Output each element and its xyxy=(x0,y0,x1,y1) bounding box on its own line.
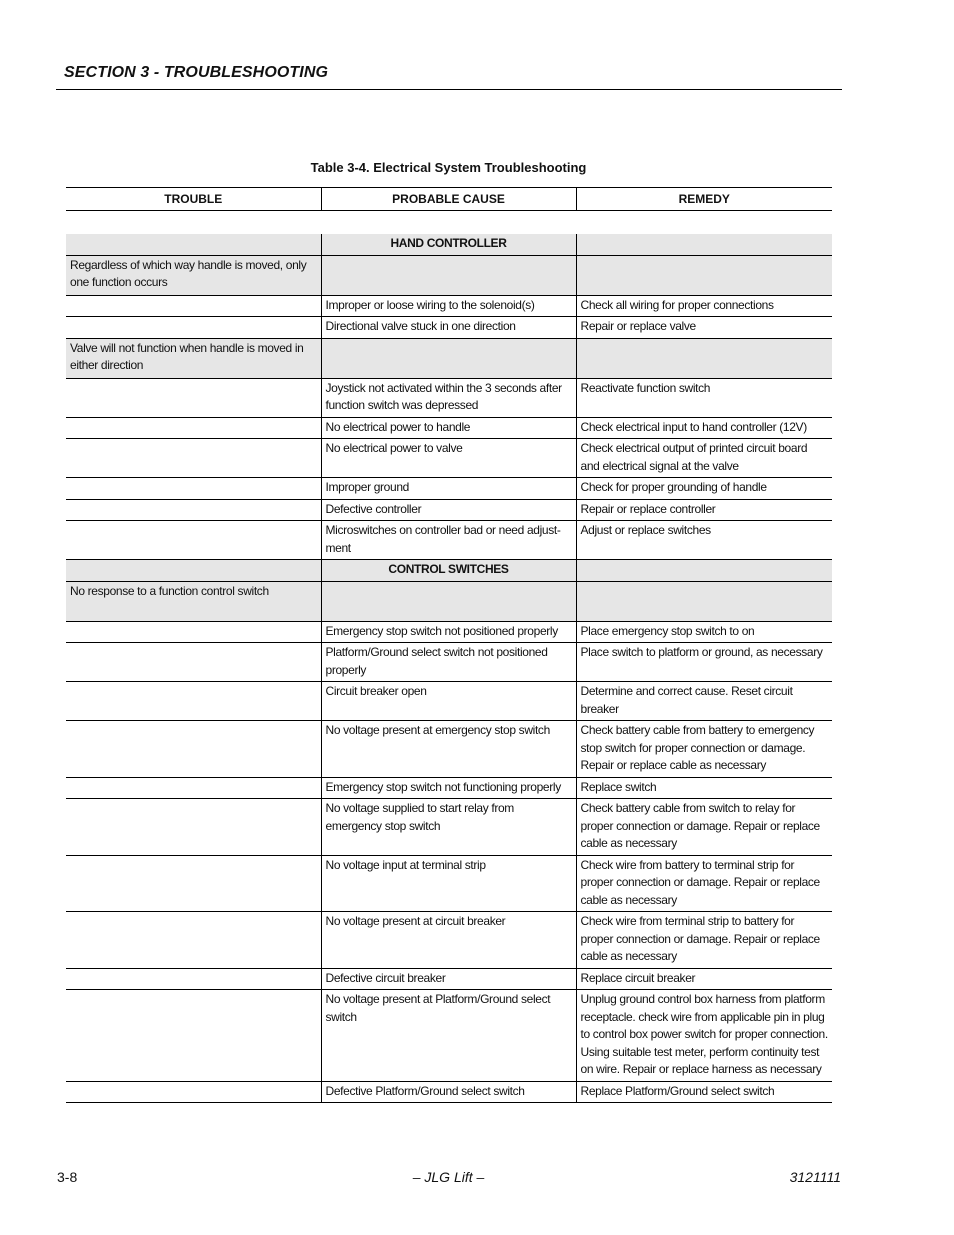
cause-cell: Platform/Ground select switch not positioned properly xyxy=(321,643,576,682)
empty-cell xyxy=(66,478,321,500)
empty-cell xyxy=(66,682,321,721)
empty-cell xyxy=(66,234,321,255)
trouble-cell: Valve will not function when handle is moved in either direction xyxy=(66,338,321,378)
empty-cell xyxy=(66,378,321,417)
trouble-cell: No response to a function control switch xyxy=(66,581,321,621)
section-title: SECTION 3 - TROUBLESHOOTING xyxy=(64,64,329,81)
cause-cell: No voltage present at Platform/Ground select switch xyxy=(321,990,576,1082)
remedy-cell: Check electrical output of printed circuit board and electrical signal at the valve xyxy=(576,439,832,478)
empty-cell xyxy=(66,855,321,912)
column-header-remedy: REMEDY xyxy=(576,188,832,211)
trouble-cell: Regardless of which way handle is moved, only one function occurs xyxy=(66,255,321,295)
cause-cell: Improper or loose wiring to the solenoid(s) xyxy=(321,295,576,317)
empty-cell xyxy=(66,912,321,969)
empty-cell xyxy=(66,968,321,990)
empty-cell xyxy=(66,521,321,560)
remedy-cell: Reactivate function switch xyxy=(576,378,832,417)
table-row xyxy=(66,478,832,500)
remedy-cell: Place emergency stop switch to on xyxy=(576,621,832,643)
remedy-cell: Repair or replace controller xyxy=(576,499,832,521)
table-row xyxy=(66,1081,832,1103)
column-header-trouble: TROUBLE xyxy=(66,188,321,211)
empty-cell xyxy=(576,255,832,295)
empty-cell xyxy=(66,990,321,1082)
empty-cell xyxy=(66,1081,321,1103)
cause-cell: No voltage present at circuit breaker xyxy=(321,912,576,969)
header-rule xyxy=(56,89,842,90)
cause-cell: No voltage input at terminal strip xyxy=(321,855,576,912)
empty-cell xyxy=(66,417,321,439)
table-row xyxy=(66,499,832,521)
cause-cell: Defective circuit breaker xyxy=(321,968,576,990)
empty-cell xyxy=(66,317,321,339)
remedy-cell: Unplug ground control box harness from platform receptacle. check wire from applicable pin in plug to control box power switch for proper connection. Using suitable test meter, perform continuity test on wire. Repair or replace harness as necessary xyxy=(576,990,832,1082)
cause-cell: Defective Platform/Ground select switch xyxy=(321,1081,576,1103)
header-spacer xyxy=(66,211,832,235)
empty-cell xyxy=(66,799,321,856)
remedy-cell: Check battery cable from battery to emergency stop switch for proper connection or damage. Repair or replace cable as necessary xyxy=(576,721,832,778)
cause-cell: Directional valve stuck in one direction xyxy=(321,317,576,339)
table-header-row xyxy=(66,188,832,211)
column-header-cause: PROBABLE CAUSE xyxy=(321,188,576,211)
empty-cell xyxy=(321,581,576,621)
empty-cell xyxy=(576,581,832,621)
remedy-cell: Check wire from terminal strip to battery for proper connection or damage. Repair or replace cable as necessary xyxy=(576,912,832,969)
remedy-cell: Replace Platform/Ground select switch xyxy=(576,1081,832,1103)
empty-cell xyxy=(66,777,321,799)
table-row xyxy=(66,439,832,478)
cause-cell: Defective controller xyxy=(321,499,576,521)
table-row xyxy=(66,968,832,990)
empty-cell xyxy=(66,643,321,682)
cause-cell: Microswitches on controller bad or need adjust-ment xyxy=(321,521,576,560)
cause-cell: Emergency stop switch not functioning properly xyxy=(321,777,576,799)
document-number: 3121111 xyxy=(789,1169,841,1185)
remedy-cell: Replace circuit breaker xyxy=(576,968,832,990)
table-row xyxy=(66,378,832,417)
table-row xyxy=(66,417,832,439)
table-row xyxy=(66,799,832,856)
remedy-cell: Adjust or replace switches xyxy=(576,521,832,560)
table-row xyxy=(66,621,832,643)
remedy-cell: Place switch to platform or ground, as necessary xyxy=(576,643,832,682)
remedy-cell: Check all wiring for proper connections xyxy=(576,295,832,317)
remedy-cell: Check wire from battery to terminal strip for proper connection or damage. Repair or replace cable as necessary xyxy=(576,855,832,912)
section-label: HAND CONTROLLER xyxy=(321,234,576,255)
cause-cell: No voltage present at emergency stop switch xyxy=(321,721,576,778)
section-label: CONTROL SWITCHES xyxy=(321,560,576,582)
empty-cell xyxy=(321,338,576,378)
empty-cell xyxy=(66,439,321,478)
table-title: Table 3-4. Electrical System Troubleshooting xyxy=(310,160,587,175)
empty-cell xyxy=(321,255,576,295)
remedy-cell: Check electrical input to hand controller (12V) xyxy=(576,417,832,439)
cause-cell: Emergency stop switch not positioned properly xyxy=(321,621,576,643)
empty-cell xyxy=(66,560,321,582)
section-row xyxy=(66,234,832,255)
trouble-row xyxy=(66,581,832,621)
table-row xyxy=(66,990,832,1082)
cause-cell: Improper ground xyxy=(321,478,576,500)
table-row xyxy=(66,855,832,912)
cause-cell: No voltage supplied to start relay from emergency stop switch xyxy=(321,799,576,856)
remedy-cell: Check for proper grounding of handle xyxy=(576,478,832,500)
empty-cell xyxy=(576,338,832,378)
cause-cell: No electrical power to handle xyxy=(321,417,576,439)
table-row xyxy=(66,295,832,317)
cause-cell: Circuit breaker open xyxy=(321,682,576,721)
table-row xyxy=(66,521,832,560)
trouble-row xyxy=(66,255,832,295)
table-row xyxy=(66,721,832,778)
table-row xyxy=(66,682,832,721)
remedy-cell: Replace switch xyxy=(576,777,832,799)
empty-cell xyxy=(576,560,832,582)
cause-cell: No electrical power to valve xyxy=(321,439,576,478)
table-row xyxy=(66,777,832,799)
remedy-cell: Determine and correct cause. Reset circuit breaker xyxy=(576,682,832,721)
publisher-footer: – JLG Lift – xyxy=(412,1169,485,1185)
remedy-cell: Check battery cable from switch to relay for proper connection or damage. Repair or replace cable as necessary xyxy=(576,799,832,856)
table-row xyxy=(66,317,832,339)
empty-cell xyxy=(576,234,832,255)
empty-cell xyxy=(66,721,321,778)
troubleshooting-table xyxy=(66,187,832,1103)
page-number: 3-8 xyxy=(57,1169,78,1185)
remedy-cell: Repair or replace valve xyxy=(576,317,832,339)
empty-cell xyxy=(66,499,321,521)
empty-cell xyxy=(66,621,321,643)
empty-cell xyxy=(66,295,321,317)
trouble-row xyxy=(66,338,832,378)
section-row xyxy=(66,560,832,582)
cause-cell: Joystick not activated within the 3 seconds after function switch was depressed xyxy=(321,378,576,417)
table-row xyxy=(66,643,832,682)
table-row xyxy=(66,912,832,969)
